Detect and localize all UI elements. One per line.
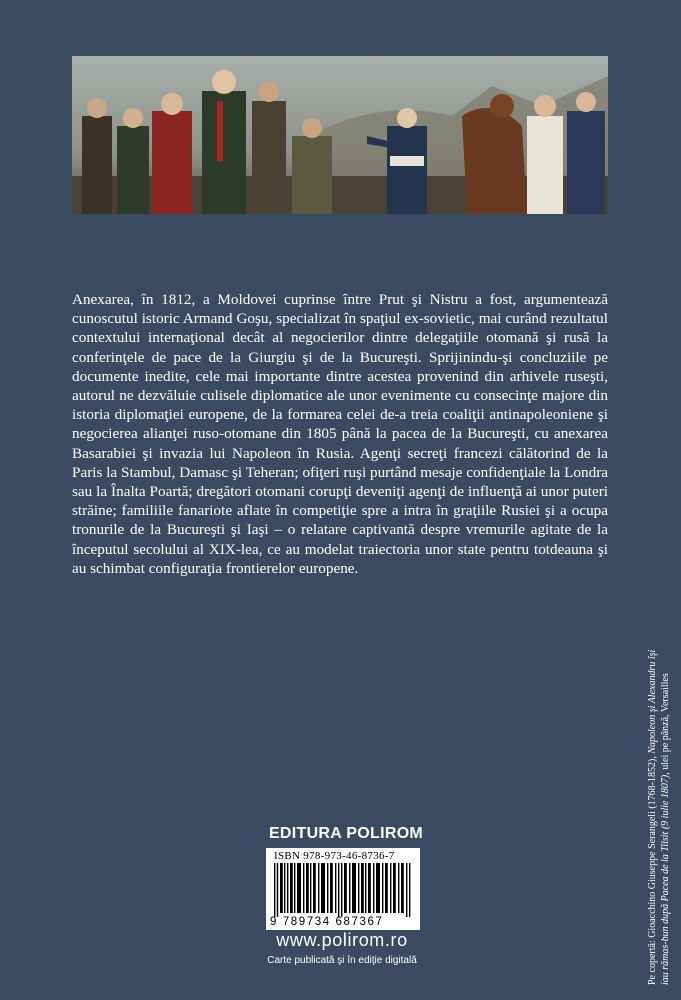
barcode-digits: 9 789734 687367 bbox=[270, 916, 384, 928]
publisher-name: EDITURA POLIROM bbox=[268, 825, 424, 842]
digital-edition-note: Carte publicată şi în ediţie digitală bbox=[267, 955, 417, 966]
blurb-text: Anexarea, în 1812, a Moldovei cuprinse între Prut şi Nistru a fost, argumentează cunoscutul istoric Armand Goşu, specializat în spaţiul ex-sovietic, mai curând rezultatul contextului internaţional decât al negocierilor dintre delegaţiile otomană şi rusă la conferinţele de pace de la Giurgiu şi de la Bucureşti. Sprijinindu-şi concluziile pe documente inedite, cele mai importante dintre acestea provenind din arhivele ruseşti, autorul ne dezvăluie culisele diplomatice ale unor evenimente cu consecinţe majore din istoria diplomaţiei europene, de la formarea celei de-a treia coaliţii antinapoleoniene şi negocierea alianţei ruso-otomane din 1805 până la pacea de la Bucureşti, cu anexarea Basarabiei şi invazia lui Napoleon în Rusia. Agenţi secreţi francezi călătorind de la Paris la Stambul, Damasc şi Teheran; ofiţeri ruşi purtând mesaje confidenţiale la Londra sau la Înalta Poartă; dregători otomani corupţi deveniţi agenţi de influenţă ai unor puteri străine; familiile fanariote aflate în competiţie spre a intra în graţiile Rusiei şi a ocupa tronurile de la Bucureşti şi Iaşi – o relatare captivantă despre vremurile agitate de la începutul secolului al XIX-lea, ce au modelat traiectoria unor state pentru totdeauna şi au schimbat configuraţia frontierelor europene. bbox=[72, 291, 608, 577]
cover-credit bbox=[646, 645, 672, 985]
credit-suffix: , ulei pe pânză, Versailles bbox=[660, 673, 671, 775]
credit-title: Napoleon şi Alexandru îşi iau rămas-bun după Pacea de la Tilsit (9 iulie 1807) bbox=[647, 649, 671, 985]
credit-prefix: Pe copertă: Gioacchino Giuseppe Serangeli (1768-1852), bbox=[647, 753, 658, 985]
barcode bbox=[266, 848, 420, 930]
painting-napoleon-alexander-tilsit-icon bbox=[72, 56, 608, 214]
publisher-website[interactable]: www.polirom.ro bbox=[276, 930, 408, 950]
cover-painting bbox=[72, 56, 608, 214]
barcode-bars-icon bbox=[274, 863, 412, 917]
isbn-label: ISBN 978-973-46-8736-7 bbox=[274, 850, 395, 862]
